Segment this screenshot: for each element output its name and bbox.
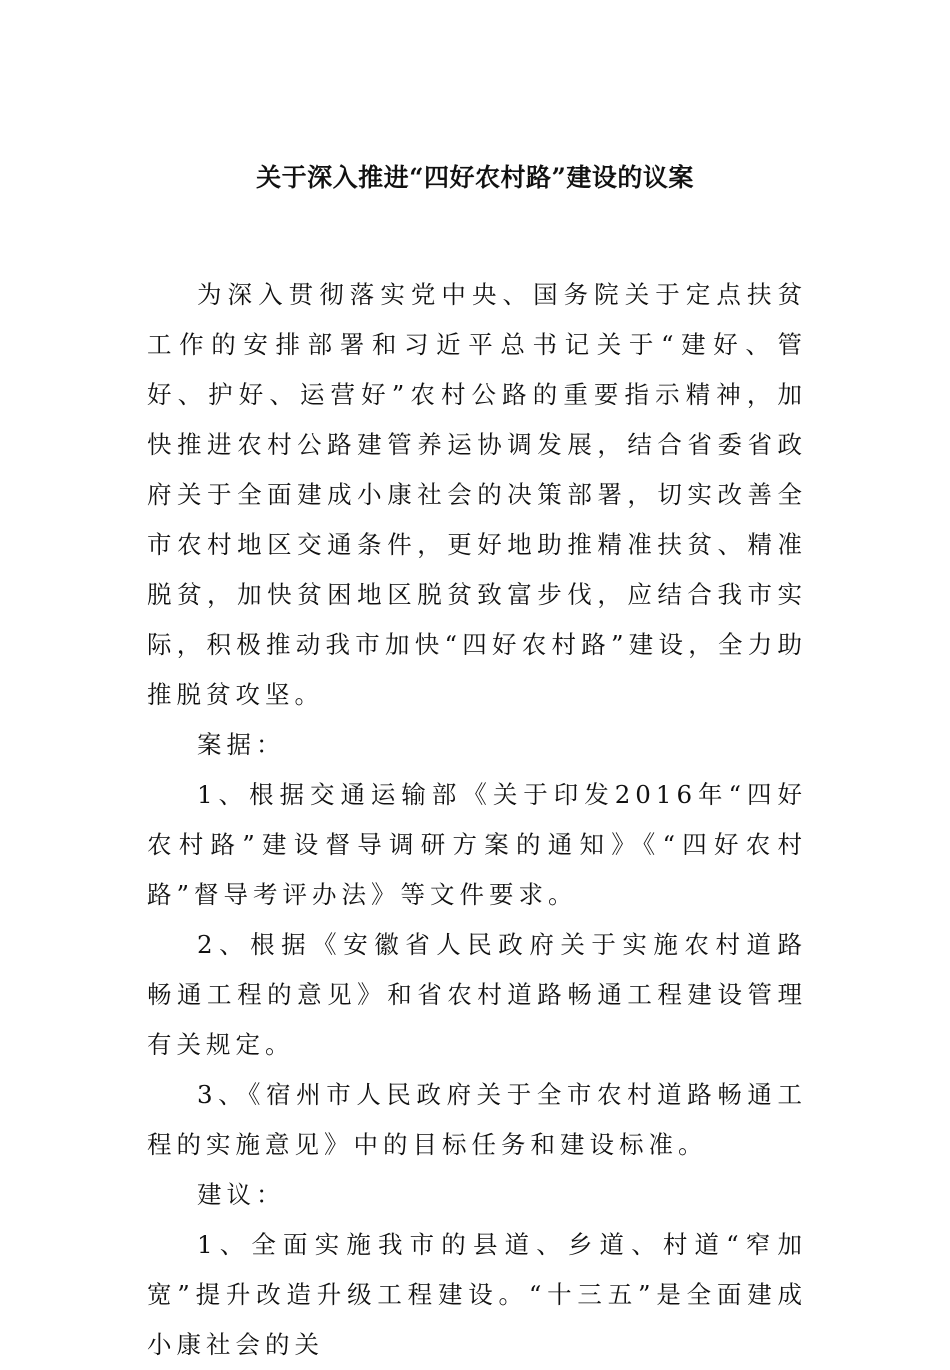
basis-item-2: 2、根据《安徽省人民政府关于实施农村道路畅通工程的意见》和省农村道路畅通工程建设管理有关规定。: [147, 930, 807, 1059]
basis-item-1: 1、根据交通运输部《关于印发2016年“四好农村路”建设督导调研方案的通知》《“四好农村路”督导考评办法》等文件要求。: [147, 780, 807, 909]
basis-item-3: 3、《宿州市人民政府关于全市农村道路畅通工程的实施意见》中的目标任务和建设标准。: [147, 1080, 807, 1159]
proposal-heading: 建议：: [197, 1180, 286, 1209]
basis-heading: 案据：: [197, 730, 286, 759]
document-body: [147, 270, 807, 1370]
document-title: 关于深入推进“四好农村路”建设的议案: [256, 163, 694, 192]
intro-paragraph: 为深入贯彻落实党中央、国务院关于定点扶贫工作的安排部署和习近平总书记关于“建好、管好、护好、运营好”农村公路的重要指示精神，加快推进农村公路建管养运协调发展，结合省委省政府关于全面建成小康社会的决策部署，切实改善全市农村地区交通条件，更好地助推精准扶贫、精准脱贫，加快贫困地区脱贫致富步伐，应结合我市实际，积极推动我市加快“四好农村路”建设，全力助推脱贫攻坚。: [147, 280, 807, 709]
proposal-item-1: 1、全面实施我市的县道、乡道、村道“窄加宽”提升改造升级工程建设。“十三五”是全面建成小康社会的关: [147, 1230, 807, 1359]
